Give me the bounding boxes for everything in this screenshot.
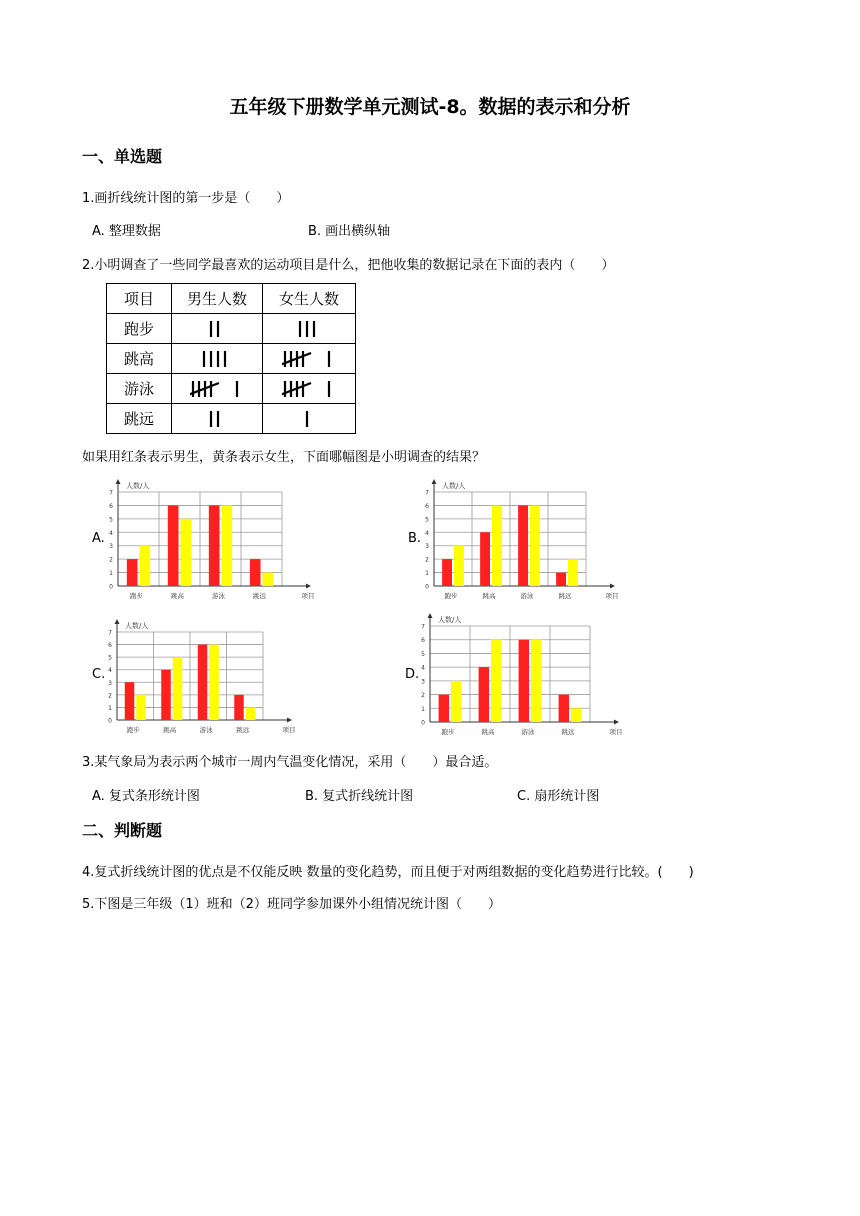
tally-marks [172, 314, 263, 344]
y-tick-label: 3 [108, 679, 112, 687]
bar-chart-d [416, 612, 630, 738]
y-axis-label: 人数/人 [438, 616, 462, 624]
row-item: 跳高 [107, 344, 172, 374]
tally-marks [263, 374, 356, 404]
y-axis-label: 人数/人 [442, 482, 466, 490]
y-tick-label: 2 [421, 692, 425, 700]
bar-boys [250, 559, 261, 586]
y-axis-arrow [115, 619, 120, 624]
chart-option-b-label[interactable]: B. [408, 531, 422, 546]
bar-girls [222, 505, 233, 586]
bar-boys [439, 695, 449, 722]
x-tick-label: 跳高 [163, 726, 177, 734]
y-tick-label: 5 [108, 654, 112, 662]
bar-boys [168, 505, 179, 586]
y-axis-arrow [116, 479, 121, 484]
x-axis-end-label: 项目 [609, 728, 623, 736]
y-tick-label: 1 [108, 704, 112, 712]
q3-option-b[interactable]: B. 复式折线统计图 [305, 789, 414, 804]
x-axis-end-label: 项目 [301, 592, 315, 600]
bar-girls [491, 640, 501, 722]
x-tick-label: 游泳 [212, 592, 225, 600]
bar-boys [518, 505, 528, 586]
tally-table [106, 283, 356, 434]
bar-girls [246, 707, 255, 720]
y-tick-label: 4 [421, 664, 425, 672]
bar-girls [451, 681, 461, 722]
x-tick-label: 游泳 [520, 592, 534, 600]
y-tick-label: 5 [109, 516, 113, 524]
y-tick-label: 6 [425, 502, 429, 510]
bar-boys [442, 559, 452, 586]
y-axis-arrow [428, 613, 433, 618]
section-heading-single-choice: 一、单选题 [82, 147, 163, 166]
question-2-prompt: 如果用红条表示男生，黄条表示女生，下面哪幅图是小明调查的结果？ [82, 450, 486, 465]
y-tick-label: 7 [109, 489, 113, 497]
y-axis-arrow [432, 479, 437, 484]
x-tick-label: 跳远 [253, 592, 266, 600]
bar-boys [125, 682, 134, 720]
y-axis-label: 人数/人 [126, 482, 150, 490]
y-tick-label: 7 [108, 629, 112, 637]
y-tick-label: 6 [108, 642, 112, 650]
x-tick-label: 游泳 [521, 728, 535, 736]
y-tick-label: 4 [108, 667, 112, 675]
x-axis-end-label: 项目 [282, 726, 296, 734]
question-1-text: 1.画折线统计图的第一步是（ ） [82, 191, 290, 206]
x-tick-label: 跳高 [481, 728, 495, 736]
bar-boys [559, 695, 569, 722]
tally-marks [172, 374, 263, 404]
y-tick-label: 2 [109, 556, 113, 564]
y-tick-label: 2 [425, 556, 429, 564]
x-tick-label: 跑步 [126, 726, 140, 734]
y-tick-label: 2 [108, 692, 112, 700]
y-tick-label: 7 [425, 489, 429, 497]
y-tick-label: 1 [421, 705, 425, 713]
y-tick-label: 4 [109, 529, 113, 537]
chart-option-c-label[interactable]: C. [92, 667, 106, 682]
table-row [107, 314, 356, 344]
bar-girls [209, 645, 218, 720]
y-tick-label: 0 [109, 583, 113, 591]
bar-girls [173, 657, 182, 720]
bar-girls [531, 640, 541, 722]
x-axis-arrow [306, 584, 311, 589]
x-axis-end-label: 项目 [605, 592, 619, 600]
bar-boys [198, 645, 207, 720]
tally-marks [263, 314, 356, 344]
chart-option-d-label[interactable]: D. [405, 667, 420, 682]
bar-boys [556, 573, 566, 586]
table-row [107, 404, 356, 434]
row-item: 跳远 [107, 404, 172, 434]
bar-boys [127, 559, 138, 586]
bar-girls [530, 505, 540, 586]
x-tick-label: 跳远 [561, 728, 575, 736]
y-tick-label: 7 [421, 623, 425, 631]
header-girls: 女生人数 [263, 284, 356, 314]
tally-marks [263, 344, 356, 374]
x-tick-label: 跳高 [482, 592, 496, 600]
q1-option-a[interactable]: A. 整理数据 [92, 224, 161, 239]
y-tick-label: 3 [109, 543, 113, 551]
question-4-text: 4.复式折线统计图的优点是不仅能反映 数量的变化趋势，而且便于对两组数据的变化趋势进行比较。( ) [82, 865, 694, 880]
bar-boys [519, 640, 529, 722]
chart-option-a-label[interactable]: A. [92, 531, 105, 546]
tally-marks [263, 404, 356, 434]
x-tick-label: 跑步 [130, 592, 143, 600]
y-tick-label: 1 [425, 570, 429, 578]
bar-chart-b [420, 478, 626, 602]
bar-girls [181, 519, 192, 586]
question-2-text: 2.小明调查了一些同学最喜欢的运动项目是什么，把他收集的数据记录在下面的表内（ ） [82, 258, 615, 273]
x-tick-label: 跳远 [558, 592, 572, 600]
header-item: 项目 [107, 284, 172, 314]
q3-option-a[interactable]: A. 复式条形统计图 [92, 789, 200, 804]
tally-marks [172, 344, 263, 374]
y-tick-label: 3 [425, 543, 429, 551]
tally-marks [172, 404, 263, 434]
table-row [107, 374, 356, 404]
question-3-text: 3.某气象局为表示两个城市一周内气温变化情况，采用（ ）最合适。 [82, 755, 498, 770]
y-tick-label: 1 [109, 570, 113, 578]
x-axis-arrow [614, 720, 619, 725]
bar-girls [492, 505, 502, 586]
x-tick-label: 游泳 [199, 726, 213, 734]
question-5-text: 5.下图是三年级（1）班和（2）班同学参加课外小组情况统计图（ ） [82, 897, 501, 912]
bar-boys [161, 670, 170, 720]
x-tick-label: 跑步 [444, 592, 458, 600]
q1-option-b[interactable]: B. 画出横纵轴 [308, 224, 391, 239]
bar-boys [209, 505, 220, 586]
y-axis-label: 人数/人 [125, 622, 149, 630]
bar-girls [571, 708, 581, 722]
bar-chart-a [104, 478, 322, 602]
table-row [107, 344, 356, 374]
y-tick-label: 5 [421, 650, 425, 658]
bar-girls [140, 546, 151, 586]
bar-boys [480, 532, 490, 586]
y-tick-label: 6 [109, 502, 113, 510]
bar-boys [479, 667, 489, 722]
y-tick-label: 0 [421, 719, 425, 727]
x-axis-arrow [610, 584, 615, 589]
header-boys: 男生人数 [172, 284, 263, 314]
row-item: 跑步 [107, 314, 172, 344]
section-heading-true-false: 二、判断题 [82, 821, 163, 840]
bar-girls [263, 573, 274, 586]
y-tick-label: 0 [108, 717, 112, 725]
y-tick-label: 6 [421, 637, 425, 645]
row-item: 游泳 [107, 374, 172, 404]
bar-girls [454, 546, 464, 586]
bar-chart-c [103, 618, 303, 736]
x-tick-label: 跳远 [236, 726, 250, 734]
x-tick-label: 跳高 [171, 592, 184, 600]
q3-option-c[interactable]: C. 扇形统计图 [517, 789, 600, 804]
y-tick-label: 0 [425, 583, 429, 591]
y-tick-label: 5 [425, 516, 429, 524]
bar-girls [568, 559, 578, 586]
y-tick-label: 3 [421, 678, 425, 686]
x-tick-label: 跑步 [441, 728, 455, 736]
x-axis-arrow [287, 718, 292, 723]
y-tick-label: 4 [425, 529, 429, 537]
table-header-row [107, 284, 356, 314]
page-title: 五年级下册数学单元测试-8。数据的表示和分析 [229, 96, 631, 118]
bar-boys [234, 695, 243, 720]
bar-girls [136, 695, 145, 720]
